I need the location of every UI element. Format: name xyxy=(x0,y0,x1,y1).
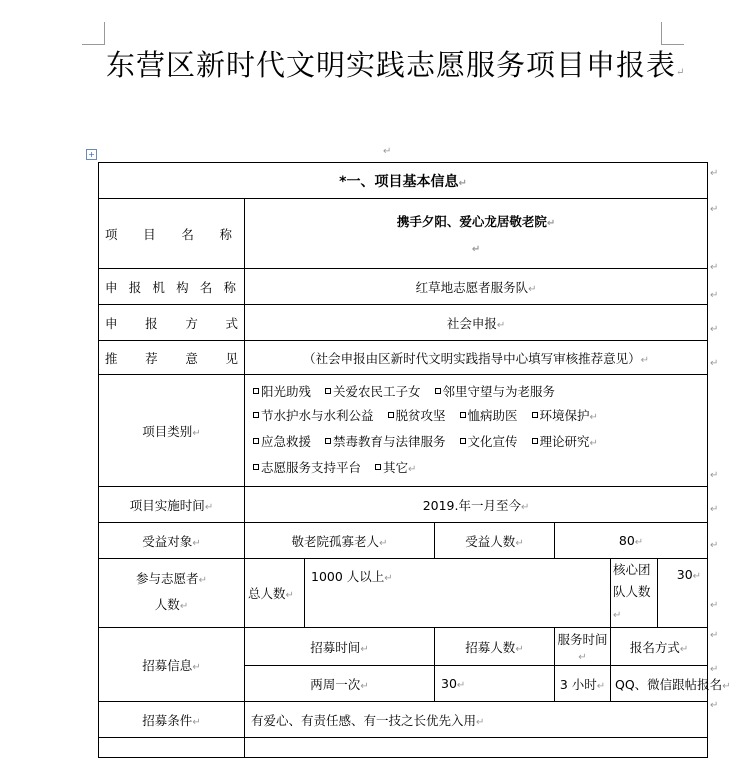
label-recruit: 招募信息↵ xyxy=(99,628,245,702)
value-project-name[interactable]: 携手夕阳、爱心龙居敬老院↵ ↵ xyxy=(245,199,708,269)
category-line: 节水护水与水利公益 脱贫攻坚 恤病助医 环境保护↵ xyxy=(253,404,699,430)
label-conditions: 招募条件↵ xyxy=(99,702,245,738)
recruit-value-signup[interactable]: QQ、微信跟帖报名↵ xyxy=(611,666,708,702)
recruit-value-service-time[interactable]: 3 小时↵ xyxy=(555,666,611,702)
category-options xyxy=(245,375,708,487)
row-end-mark: ↵ xyxy=(710,470,719,481)
document-title: 东营区新时代文明实践志愿服务项目申报表↵ xyxy=(106,48,686,82)
value-org-name[interactable]: 红草地志愿者服务队↵ xyxy=(245,269,708,305)
value-total-count[interactable]: 1000 人以上↵ xyxy=(305,559,611,628)
row-end-mark: ↵ xyxy=(710,168,719,179)
value-core-count[interactable]: 30↵ xyxy=(658,559,708,628)
category-checkbox[interactable]: 文化宣传 xyxy=(460,434,518,449)
label-project-name: 项目名称 xyxy=(99,199,245,269)
category-line xyxy=(253,380,699,404)
label-beneficiary-count: 受益人数↵ xyxy=(435,523,555,559)
crop-mark-top-left xyxy=(82,22,105,45)
category-checkbox[interactable]: 环境保护 xyxy=(532,408,590,423)
value-beneficiary[interactable]: 敬老院孤寡老人↵ xyxy=(245,523,435,559)
empty-cell xyxy=(245,738,708,758)
checkbox-icon xyxy=(253,388,259,394)
label-beneficiary: 受益对象↵ xyxy=(99,523,245,559)
empty-cell xyxy=(99,738,245,758)
table-move-handle-icon[interactable]: + xyxy=(86,149,97,160)
checkbox-icon xyxy=(460,412,466,418)
category-checkbox[interactable]: 理论研究 xyxy=(532,434,590,449)
category-checkbox[interactable]: 应急救援 xyxy=(253,434,311,449)
row-end-mark: ↵ xyxy=(710,358,719,369)
row-end-mark: ↵ xyxy=(710,204,719,215)
recruit-header-signup: 报名方式↵ xyxy=(611,628,708,666)
value-impl-time[interactable]: 2019.年一月至今↵ xyxy=(245,487,708,523)
row-end-mark: ↵ xyxy=(710,324,719,335)
row-end-mark: ↵ xyxy=(710,262,719,273)
category-checkbox[interactable]: 节水护水与水利公益 xyxy=(253,408,374,423)
row-end-mark: ↵ xyxy=(710,540,719,551)
recruit-header-service-time: 服务时间↵ xyxy=(555,628,611,666)
row-end-mark: ↵ xyxy=(710,630,719,641)
value-beneficiary-count[interactable]: 80↵ xyxy=(555,523,708,559)
row-end-mark: ↵ xyxy=(710,700,719,711)
paragraph-mark: ↵ xyxy=(676,67,686,78)
category-checkbox[interactable]: 阳光助残 xyxy=(253,384,311,399)
checkbox-icon xyxy=(325,388,331,394)
checkbox-icon xyxy=(460,438,466,444)
category-line: 志愿服务支持平台 其它↵ xyxy=(253,456,699,482)
row-end-mark: ↵ xyxy=(710,600,719,611)
checkbox-icon xyxy=(435,388,441,394)
checkbox-icon xyxy=(388,412,394,418)
value-apply-method[interactable]: 社会申报↵ xyxy=(245,305,708,341)
category-checkbox[interactable]: 恤病助医 xyxy=(460,408,518,423)
row-end-mark: ↵ xyxy=(710,504,719,515)
checkbox-icon xyxy=(532,438,538,444)
category-checkbox[interactable]: 其它 xyxy=(375,460,408,475)
paragraph-mark: ↵ xyxy=(383,146,392,157)
recruit-value-time[interactable]: 两周一次↵ xyxy=(245,666,435,702)
checkbox-icon xyxy=(532,412,538,418)
checkbox-icon xyxy=(375,464,381,470)
category-checkbox[interactable]: 关爱农民工子女 xyxy=(325,384,421,399)
row-end-mark: ↵ xyxy=(710,664,719,675)
section-header: *一、项目基本信息↵ xyxy=(99,163,708,199)
row-end-mark: ↵ xyxy=(710,290,719,301)
category-checkbox[interactable]: 邻里守望与为老服务 xyxy=(435,384,556,399)
value-conditions[interactable]: 有爱心、有责任感、有一技之长优先入用↵ xyxy=(245,702,708,738)
crop-mark-top-right xyxy=(661,22,684,45)
recruit-header-count: 招募人数↵ xyxy=(435,628,555,666)
label-volunteers: 参与志愿者↵ 人数↵ xyxy=(99,559,245,628)
recruit-header-time: 招募时间↵ xyxy=(245,628,435,666)
label-apply-method: 申报方式 xyxy=(99,305,245,341)
label-category: 项目类别↵ xyxy=(99,375,245,487)
value-recommendation[interactable]: （社会申报由区新时代文明实践指导中心填写审核推荐意见）↵ xyxy=(245,341,708,375)
label-impl-time: 项目实施时间↵ xyxy=(99,487,245,523)
category-checkbox[interactable]: 禁毒教育与法律服务 xyxy=(325,434,446,449)
label-recommendation: 推荐意见 xyxy=(99,341,245,375)
checkbox-icon xyxy=(253,438,259,444)
category-checkbox[interactable]: 脱贫攻坚 xyxy=(388,408,446,423)
checkbox-icon xyxy=(325,438,331,444)
label-core-count: 核心团 队人数↵ xyxy=(611,559,658,628)
checkbox-icon xyxy=(253,464,259,470)
application-form-table xyxy=(98,162,731,758)
label-org-name: 申报机构名称 xyxy=(99,269,245,305)
label-total-count: 总人数↵ xyxy=(245,559,305,628)
category-line: 应急救援 禁毒教育与法律服务 文化宣传 理论研究↵ xyxy=(253,430,699,456)
recruit-value-count[interactable]: 30↵ xyxy=(435,666,555,702)
checkbox-icon xyxy=(253,412,259,418)
category-checkbox[interactable]: 志愿服务支持平台 xyxy=(253,460,361,475)
